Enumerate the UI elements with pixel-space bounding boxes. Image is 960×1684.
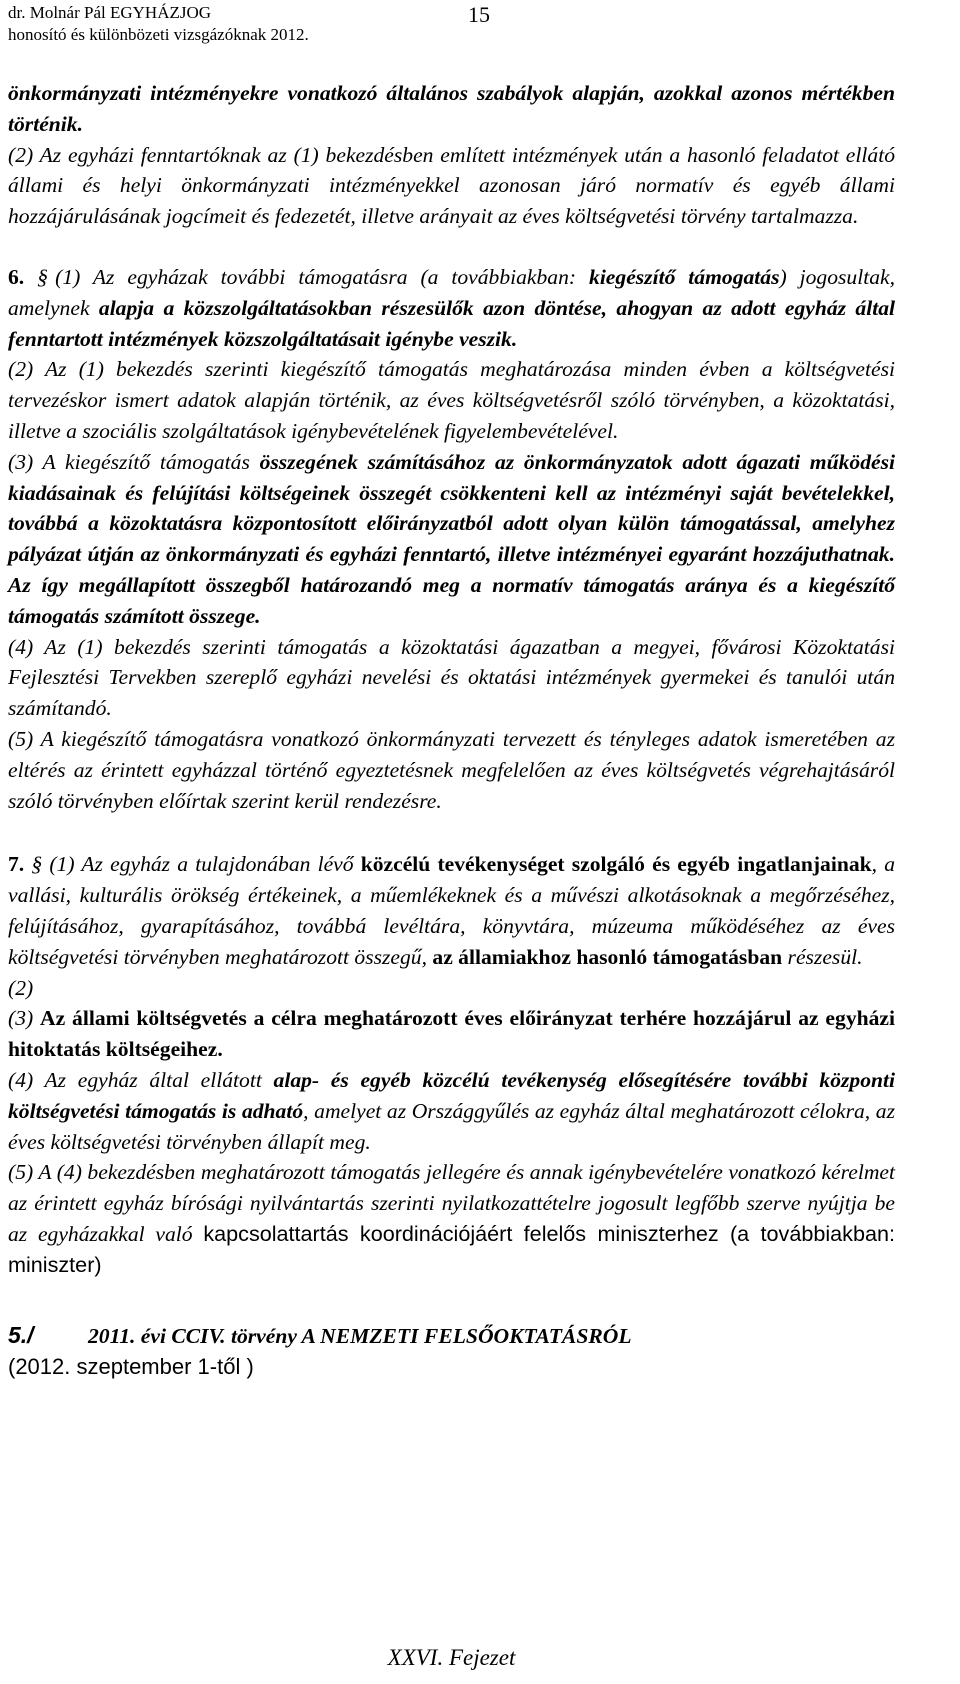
s6-bold: Az így megállapított összegből határozandó meg a normatív támogatás aránya és a kiegészítő támogatás számított összege. (8, 572, 895, 628)
law-number: 5./ (8, 1322, 34, 1349)
section-symbol: § (37, 264, 48, 289)
section-7-para-1 (8, 849, 895, 972)
s6-bold: alapja a közszolgáltatásokban részesülők azon döntése, ahogyan az adott egyház által fenntartott intézmények közszolgáltatásait igénybe veszik. (8, 295, 895, 351)
intro-bold-text: önkormányzati intézményekre vonatkozó általános szabályok alapján, azokkal azonos mértékben történik. (8, 81, 895, 136)
section-6-para-2: (2) Az (1) bekezdés szerinti kiegészítő támogatás meghatározása minden évben a költségvetési tervezéskor ismert adatok alapján történik, az éves költségvetésről szóló törvényben, a közoktatási, illetve a szociális szolgáltatások igénybevételének figyelembevételével. (8, 357, 895, 443)
s7-text: (1) Az egyház a tulajdonában lévő (49, 852, 361, 877)
header-author: dr. Molnár Pál EGYHÁZJOG (8, 3, 212, 22)
header-subtitle: honosító és különbözeti vizsgázóknak 2012. (8, 25, 309, 44)
s6-text: ) jogosultak, amelynek (8, 264, 895, 320)
s7-text: (4) Az egyház által ellátott (8, 1067, 274, 1092)
section-7-para-4 (8, 1065, 895, 1157)
s7-text: , a vallási, kulturális örökség értékeinek, a műemlékeknek és a művészi alkotásoknak a megőrzéséhez, felújításához, gyarapításához, továbbá levéltára, könyvtára, múzeuma működéséhez az éves költségvetési törvényben meghatározott összegű, (8, 852, 896, 969)
s7-bold: az államiakhoz hasonló támogatásban (432, 944, 783, 969)
law-effective-date: (2012. szeptember 1-től ) (8, 1354, 254, 1380)
s6-bold: összegének számításához az önkormányzatok adott ágazati működési kiadásainak és felújítási költségeinek összegét csökkenteni kell az intézményi saját bevételekkel, továbbá a közoktatásra központosított előirányzatból adott olyan külön támogatással, amelyhez pályázat útján az önkormányzati és egyházi fenntartó, illetve intézményei egyaránt hozzájuthatnak. (8, 449, 895, 567)
page-header (8, 2, 309, 46)
s6-bold: kiegészítő támogatás (589, 264, 780, 289)
s7-bold: Az állami költségvetés a célra meghatározott éves előirányzat terhére hozzájárul az egyházi hitoktatás költségeihez. (8, 1006, 896, 1062)
section-symbol: § (31, 852, 43, 877)
intro-paragraph (8, 78, 895, 140)
section-7-para-2: (2) (8, 975, 34, 1000)
document-body (8, 78, 895, 1383)
section-6-number: 6. (8, 264, 25, 289)
law-heading (8, 1320, 895, 1352)
spacer (8, 232, 895, 262)
s7-text: (5) A (4) bekezdésben meghatározott támogatás jellegére és annak igénybevételére vonatkozó kérelmet az érintett egyház bírósági nyilvántartás szerinti nyilatkozattételre jogosult legfőbb szerve nyújtja be az egyházakkal való (8, 1160, 895, 1246)
s7-text-sans: kapcsolattartás koordinációjáért felelős miniszterhez (a továbbiakban: miniszter) (8, 1220, 895, 1277)
section-7-number: 7. (8, 852, 25, 877)
s6-text: (3) A kiegészítő támogatás (8, 449, 260, 474)
section-6-para-4: (4) Az (1) bekezdés szerinti támogatás a közoktatási ágazatban a megyei, fővárosi Közoktatási Fejlesztési Tervekben szereplő egyházi nevelési és oktatási intézmények gyermekei és tanulói után számítandó. (8, 634, 895, 721)
intro-paragraph-2: (2) Az egyházi fenntartóknak az (1) bekezdésben említett intézmények után a hasonló feladatot ellátó állami és helyi önkormányzati intézményekkel azonosan járó normatív és egyéb állami hozzájárulásának jogcímeit és fedezetét, illetve arányait az éves költségvetési törvény tartalmazza. (8, 142, 895, 229)
law-title: 2011. évi CCIV. törvény A NEMZETI FELSŐOKTATÁSRÓL (88, 1324, 632, 1349)
s7-text: , amelyet az Országgyűlés az egyház által meghatározott célokra, az éves költségvetési törvényben állapít meg. (8, 1098, 895, 1154)
section-6-para-1 (8, 262, 895, 354)
chapter-heading: XXVI. Fejezet (387, 1645, 516, 1670)
page-number: 15 (468, 2, 490, 27)
section-6-para-3 (8, 447, 895, 632)
s7-bold: közcélú tevékenységet szolgáló és egyéb ingatlanjainak (360, 852, 872, 877)
section-6-para-5: (5) A kiegészítő támogatásra vonatkozó önkormányzati tervezett és tényleges adatok ismeretében az eltérés az érintett egyházzal történő egyeztetésnek megfelelően az éves költségvetés végrehajtásáról szóló törvényben előírtak szerint kerül rendezésre. (8, 726, 895, 813)
spacer (8, 816, 895, 849)
s7-bold: alap- és egyéb közcélú tevékenység elősegítésére további központi költségvetési támogatás is adható (8, 1067, 895, 1123)
section-7-para-3 (8, 1003, 895, 1065)
s7-text: részesül. (782, 944, 863, 969)
s7-text: (3) (8, 1006, 41, 1031)
s6-text: (1) Az egyházak további támogatásra (a továbbiakban: (55, 264, 590, 289)
section-7-para-5 (8, 1157, 895, 1280)
